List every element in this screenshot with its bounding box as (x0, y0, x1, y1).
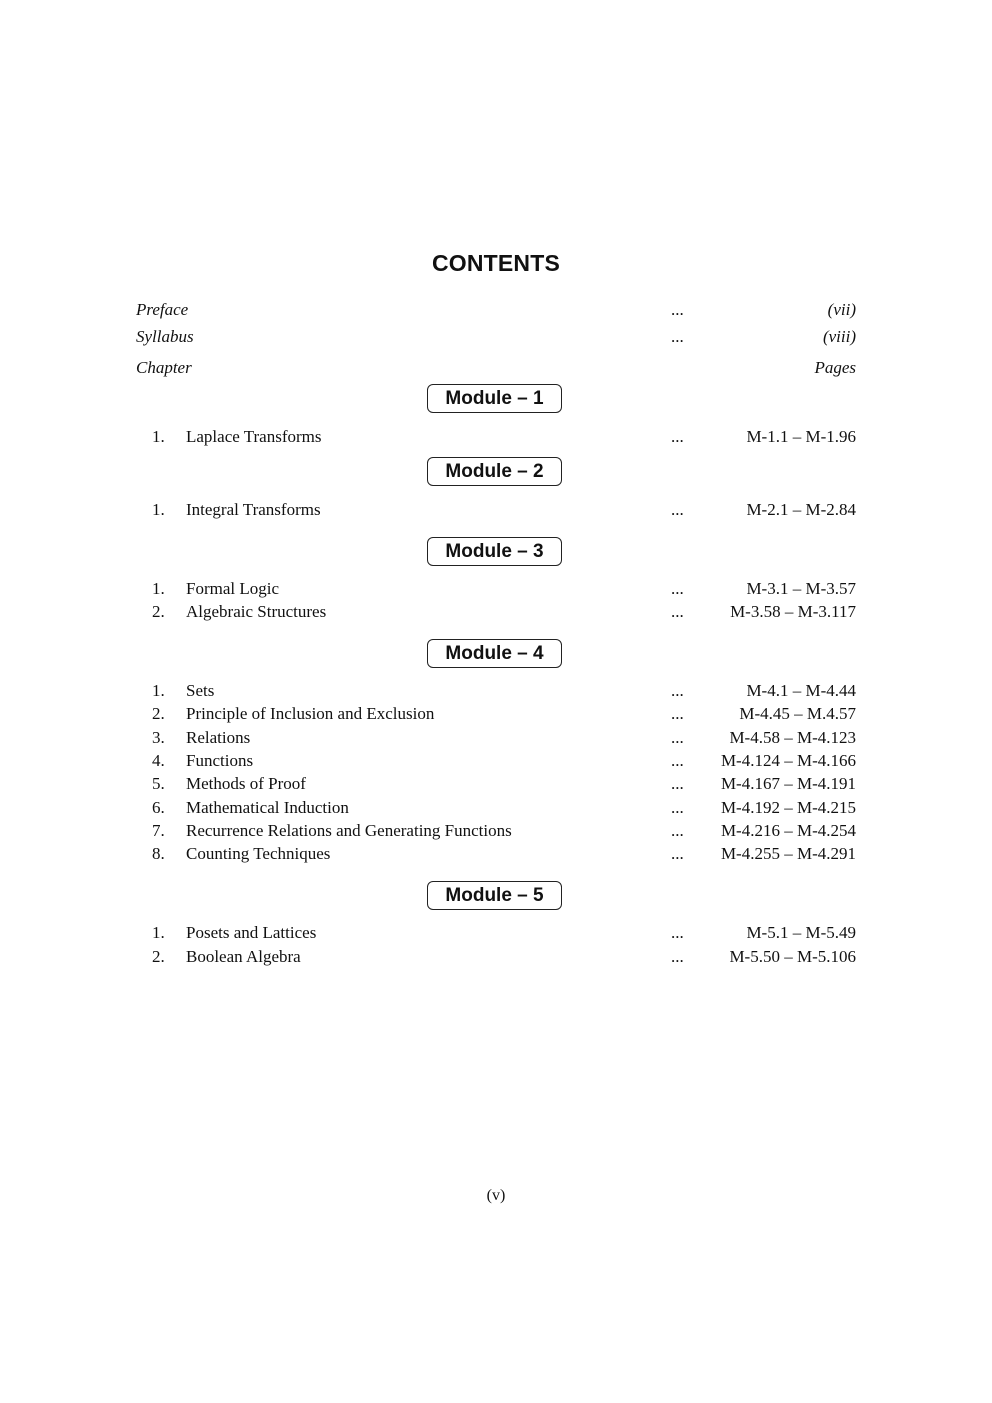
chapter-number: 1. (152, 427, 165, 446)
page-title: CONTENTS (431, 250, 561, 276)
leader-dots: ... (671, 947, 684, 966)
toc-row (0, 946, 992, 968)
chapter-pages: M-4.167 – M-4.191 (720, 774, 856, 793)
chapter-pages: M-4.216 – M-4.254 (720, 821, 856, 840)
chapter-number: 4. (152, 751, 165, 770)
chapter-pages: M-1.1 – M-1.96 (746, 427, 856, 446)
toc-row (0, 843, 992, 865)
leader-dots: ... (671, 579, 684, 598)
chapter-column-label: Chapter (136, 358, 192, 377)
chapter-title: Recurrence Relations and Generating Functions (186, 821, 512, 840)
chapter-title: Functions (186, 751, 254, 770)
chapter-pages: M-4.45 – M.4.57 (739, 704, 856, 723)
chapter-title: Methods of Proof (186, 774, 306, 793)
chapter-number: 1. (152, 923, 165, 942)
leader-dots: ... (671, 704, 684, 723)
toc-row (0, 750, 992, 772)
toc-row (0, 601, 992, 623)
front-matter-pages: (viii) (822, 327, 856, 346)
leader-dots: ... (671, 728, 684, 747)
chapter-title: Mathematical Induction (186, 798, 349, 817)
leader-dots: ... (671, 798, 684, 817)
toc-row (0, 680, 992, 702)
pages-column-label: Pages (814, 358, 856, 377)
chapter-pages: M-4.192 – M-4.215 (720, 798, 856, 817)
chapter-pages: M-5.50 – M-5.106 (729, 947, 856, 966)
chapter-title: Laplace Transforms (186, 427, 322, 446)
front-matter-label: Syllabus (136, 327, 194, 346)
chapter-title: Relations (186, 728, 251, 747)
chapter-number: 1. (152, 579, 165, 598)
chapter-number: 3. (152, 728, 165, 747)
chapter-title: Principle of Inclusion and Exclusion (186, 704, 435, 723)
module-5-heading: Module – 5 (427, 881, 562, 910)
toc-column-header (0, 357, 992, 379)
leader-dots: ... (671, 821, 684, 840)
toc-row-preface (0, 299, 992, 321)
toc-row (0, 922, 992, 944)
leader-dots: ... (671, 751, 684, 770)
toc-row (0, 773, 992, 795)
chapter-pages: M-4.58 – M-4.123 (729, 728, 856, 747)
chapter-pages: M-4.1 – M-4.44 (746, 681, 856, 700)
chapter-title: Sets (186, 681, 215, 700)
module-4-heading: Module – 4 (427, 639, 562, 668)
chapter-number: 6. (152, 798, 165, 817)
chapter-number: 8. (152, 844, 165, 863)
chapter-number: 2. (152, 704, 165, 723)
toc-row (0, 703, 992, 725)
toc-row (0, 426, 992, 448)
leader-dots: ... (671, 844, 684, 863)
toc-row (0, 578, 992, 600)
chapter-pages: M-3.58 – M-3.117 (730, 602, 856, 621)
leader-dots: ... (671, 327, 684, 346)
module-2-heading: Module – 2 (427, 457, 562, 486)
chapter-number: 2. (152, 947, 165, 966)
chapter-number: 5. (152, 774, 165, 793)
module-1-heading: Module – 1 (427, 384, 562, 413)
page-number: (v) (486, 1187, 506, 1204)
leader-dots: ... (671, 602, 684, 621)
leader-dots: ... (671, 300, 684, 319)
chapter-title: Integral Transforms (186, 500, 321, 519)
leader-dots: ... (671, 500, 684, 519)
front-matter-pages: (vii) (827, 300, 856, 319)
module-3-heading: Module – 3 (427, 537, 562, 566)
leader-dots: ... (671, 427, 684, 446)
chapter-title: Posets and Lattices (186, 923, 317, 942)
chapter-number: 2. (152, 602, 165, 621)
chapter-pages: M-5.1 – M-5.49 (746, 923, 856, 942)
leader-dots: ... (671, 923, 684, 942)
chapter-number: 1. (152, 681, 165, 700)
leader-dots: ... (671, 681, 684, 700)
chapter-pages: M-4.255 – M-4.291 (720, 844, 856, 863)
chapter-title: Boolean Algebra (186, 947, 301, 966)
toc-row-syllabus (0, 326, 992, 348)
chapter-title: Counting Techniques (186, 844, 331, 863)
front-matter-label: Preface (136, 300, 189, 319)
chapter-pages: M-4.124 – M-4.166 (720, 751, 856, 770)
chapter-number: 7. (152, 821, 165, 840)
leader-dots: ... (671, 774, 684, 793)
toc-row (0, 797, 992, 819)
chapter-number: 1. (152, 500, 165, 519)
chapter-pages: M-2.1 – M-2.84 (746, 500, 856, 519)
chapter-pages: M-3.1 – M-3.57 (746, 579, 856, 598)
toc-row (0, 820, 992, 842)
toc-row (0, 499, 992, 521)
chapter-title: Algebraic Structures (186, 602, 327, 621)
chapter-title: Formal Logic (186, 579, 280, 598)
toc-row (0, 727, 992, 749)
